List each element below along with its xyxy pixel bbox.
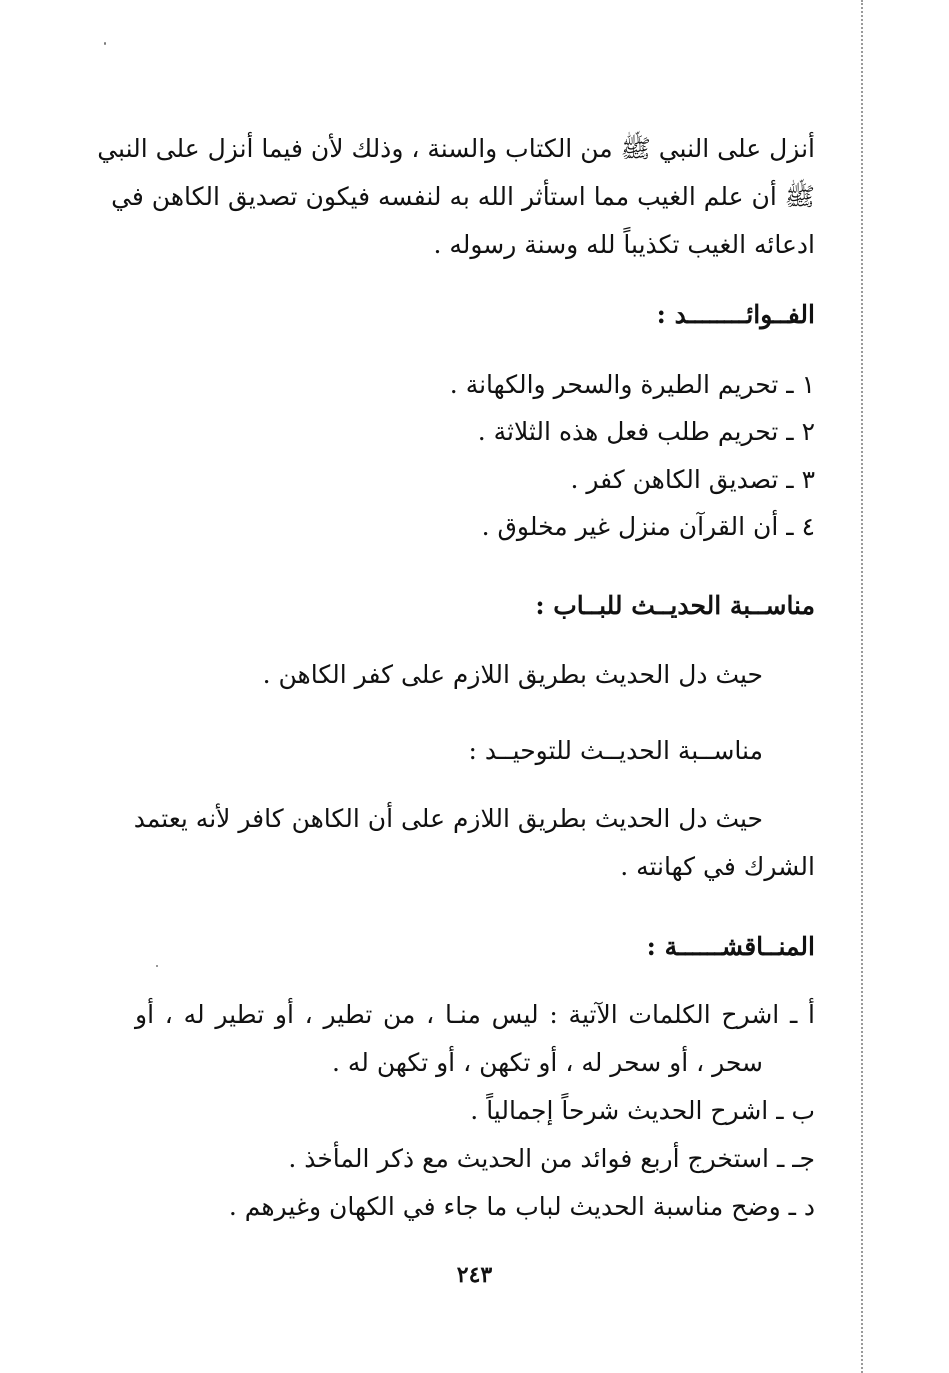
scan-edge-dots [861, 0, 863, 1373]
relevance-tawhid-line: الشرك في كهانته . [620, 852, 815, 881]
relevance-tawhid-line: حيث دل الحديث بطريق اللازم على أن الكاهن كافر لأنه يعتمد [133, 804, 763, 833]
relevance-chapter-text: حيث دل الحديث بطريق اللازم على كفر الكاهن . [262, 660, 763, 689]
scan-speck [156, 965, 158, 967]
discussion-item-c: جـ ـ استخرج أربع فوائد من الحديث مع ذكر المأخذ . [288, 1144, 815, 1173]
page-number: ٢٤٣ [456, 1262, 493, 1288]
discussion-item-a-cont: سحر ، أو سحر له ، أو تكهن ، أو تكهن له . [331, 1048, 763, 1077]
discussion-item-b: ب ـ اشرح الحديث شرحاً إجمالياً . [470, 1096, 815, 1125]
benefit-item: ٢ ـ تحريم طلب فعل هذه الثلاثة . [477, 417, 815, 446]
benefits-heading: الفــوائــــــــد : [656, 300, 815, 329]
relevance-tawhid-heading: مناســبة الحديــث للتوحيــد : [468, 736, 763, 765]
relevance-chapter-heading: مناســبة الحديــث للبــاب : [535, 591, 815, 620]
discussion-heading: المنــاقشــــــة : [646, 932, 815, 961]
benefit-item: ٣ ـ تصديق الكاهن كفر . [570, 465, 815, 494]
paragraph-line: ادعائه الغيب تكذيباً لله وسنة رسوله . [433, 230, 815, 259]
scan-speck [104, 42, 106, 45]
benefit-item: ١ ـ تحريم الطيرة والسحر والكهانة . [449, 370, 815, 399]
discussion-item-d: د ـ وضح مناسبة الحديث لباب ما جاء في الكهان وغيرهم . [228, 1192, 815, 1221]
paragraph-line: ﷺ أن علم الغيب مما استأثر الله به لنفسه فيكون تصديق الكاهن في [111, 182, 815, 211]
benefit-item: ٤ ـ أن القرآن منزل غير مخلوق . [481, 512, 815, 541]
discussion-item-a: أ ـ اشرح الكلمات الآتية : ليس منـا ، من تطير ، أو تطير له ، أو [135, 1000, 815, 1029]
paragraph-line: أنزل على النبي ﷺ من الكتاب والسنة ، وذلك لأن فيما أنزل على النبي [97, 134, 815, 163]
